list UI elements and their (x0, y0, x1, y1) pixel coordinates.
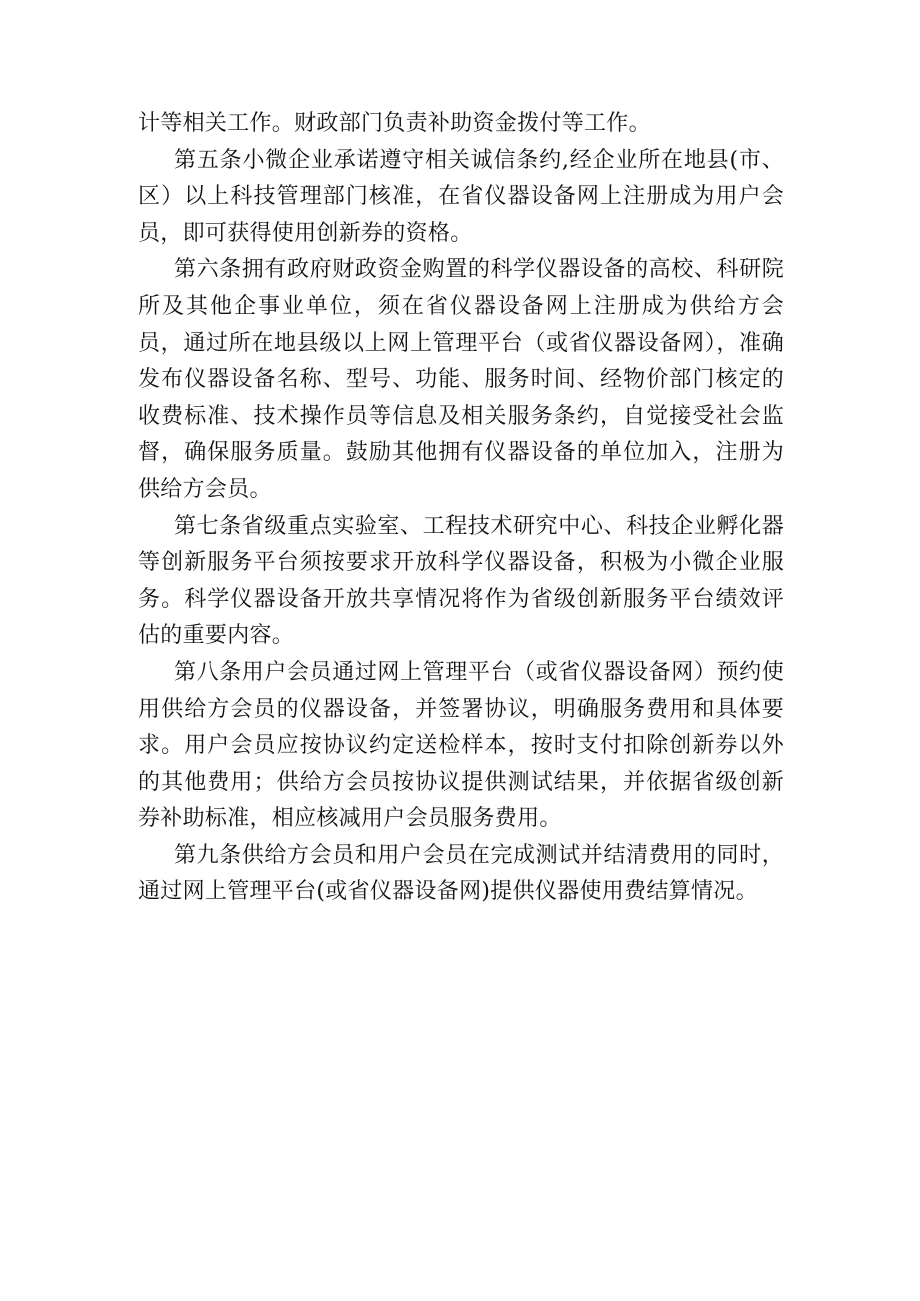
paragraph-article-6: 第六条拥有政府财政资金购置的科学仪器设备的高校、科研院所及其他企事业单位，须在省仪器设备网上注册成为供给方会员，通过所在地县级以上网上管理平台（或省仪器设备网），准确发布仪器设备名称、型号、功能、服务时间、经物价部门核定的收费标准、技术操作员等信息及相关服务条约，自觉接受社会监督，确保服务质量。鼓励其他拥有仪器设备的单位加入，注册为供给方会员。 (138, 257, 784, 502)
paragraph-article-7: 第七条省级重点实验室、工程技术研究中心、科技企业孵化器等创新服务平台须按要求开放科学仪器设备，积极为小微企业服务。科学仪器设备开放共享情况将作为省级创新服务平台绩效评估的重要内容。 (138, 513, 784, 649)
paragraph-article-5: 第五条小微企业承诺遵守相关诚信条约,经企业所在地县(市、区）以上科技管理部门核准，在省仪器设备网上注册成为用户会员，即可获得使用创新券的资格。 (138, 147, 784, 246)
paragraph-article-8: 第八条用户会员通过网上管理平台（或省仪器设备网）预约使用供给方会员的仪器设备，并签署协议，明确服务费用和具体要求。用户会员应按协议约定送检样本，按时支付扣除创新券以外的其他费用；供给方会员按协议提供测试结果，并依据省级创新券补助标准，相应核减用户会员服务费用。 (138, 659, 784, 832)
paragraph-article-9: 第九条供给方会员和用户会员在完成测试并结清费用的同时，通过网上管理平台(或省仪器设备网)提供仪器使用费结算情况。 (138, 842, 784, 905)
paragraph-continuation: 计等相关工作。财政部门负责补助资金拨付等工作。 (138, 111, 651, 136)
document-body (138, 106, 784, 911)
